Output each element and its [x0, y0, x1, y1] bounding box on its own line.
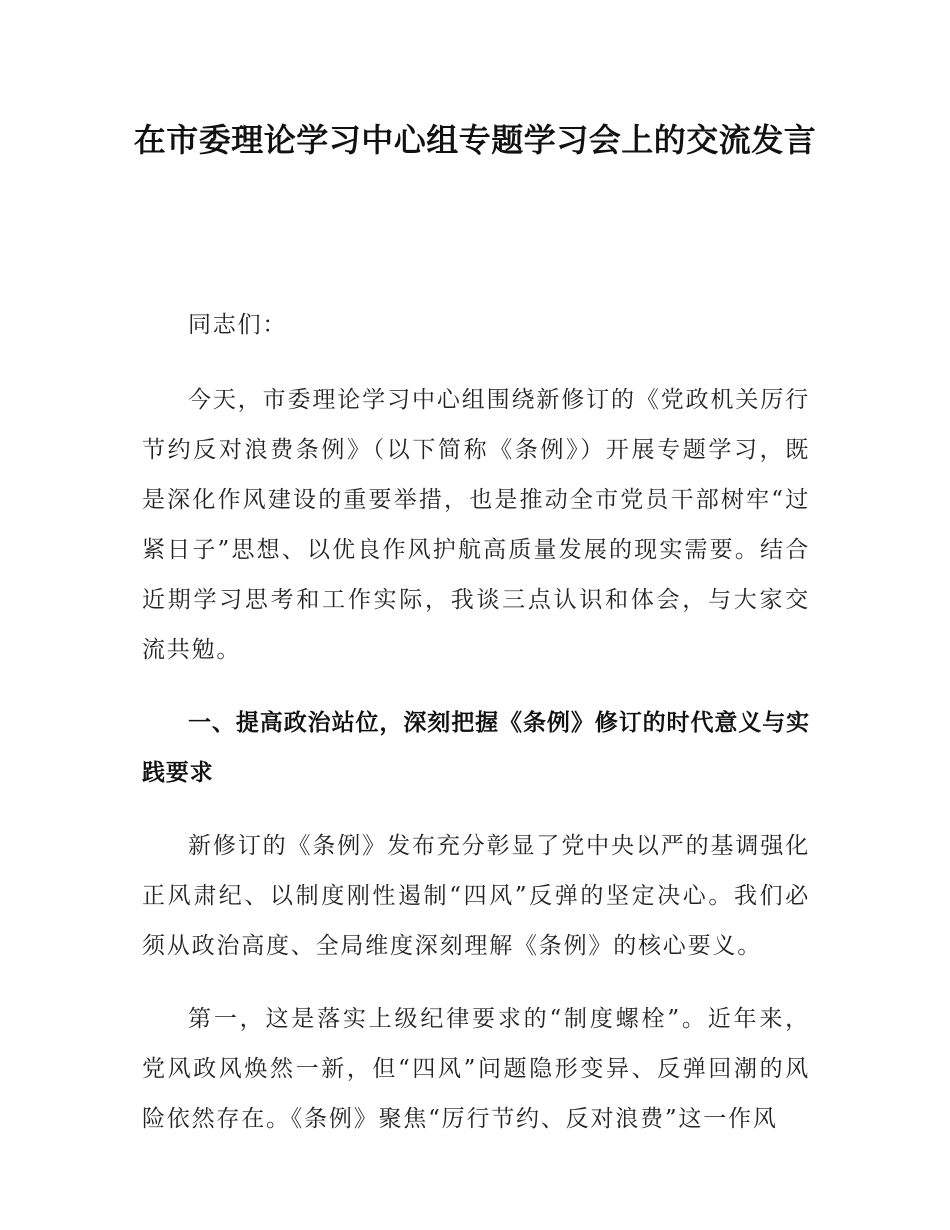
document-title: 在市委理论学习中心组专题学习会上的交流发言 — [133, 121, 817, 159]
document-body — [142, 300, 810, 1167]
section-heading: 一、提高政治站位，深刻把握《条例》修订的时代意义与实践要求 — [142, 710, 810, 786]
body-paragraph: 新修订的《条例》发布充分彰显了党中央以严的基调强化正风肃纪、以制度刚性遏制“四风”反弹的坚定决心。我们必须从政治高度、全局维度深刻理解《条例》的核心要义。 — [142, 833, 810, 959]
intro-paragraph: 今天，市委理论学习中心组围绕新修订的《党政机关厉行节约反对浪费条例》（以下简称《条例》）开展专题学习，既是深化作风建设的重要举措，也是推动全市党员干部树牢“过紧日子”思想、以优良作风护航高质量发展的现实需要。结合近期学习思考和工作实际，我谈三点认识和体会，与大家交流共勉。 — [142, 387, 810, 663]
greeting-paragraph: 同志们： — [188, 312, 288, 338]
body-paragraph: 第一，这是落实上级纪律要求的“制度螺栓”。近年来，党风政风焕然一新，但“四风”问题隐形变异、反弹回潮的风险依然存在。《条例》聚焦“厉行节约、反对浪费”这一作风 — [142, 1006, 810, 1132]
